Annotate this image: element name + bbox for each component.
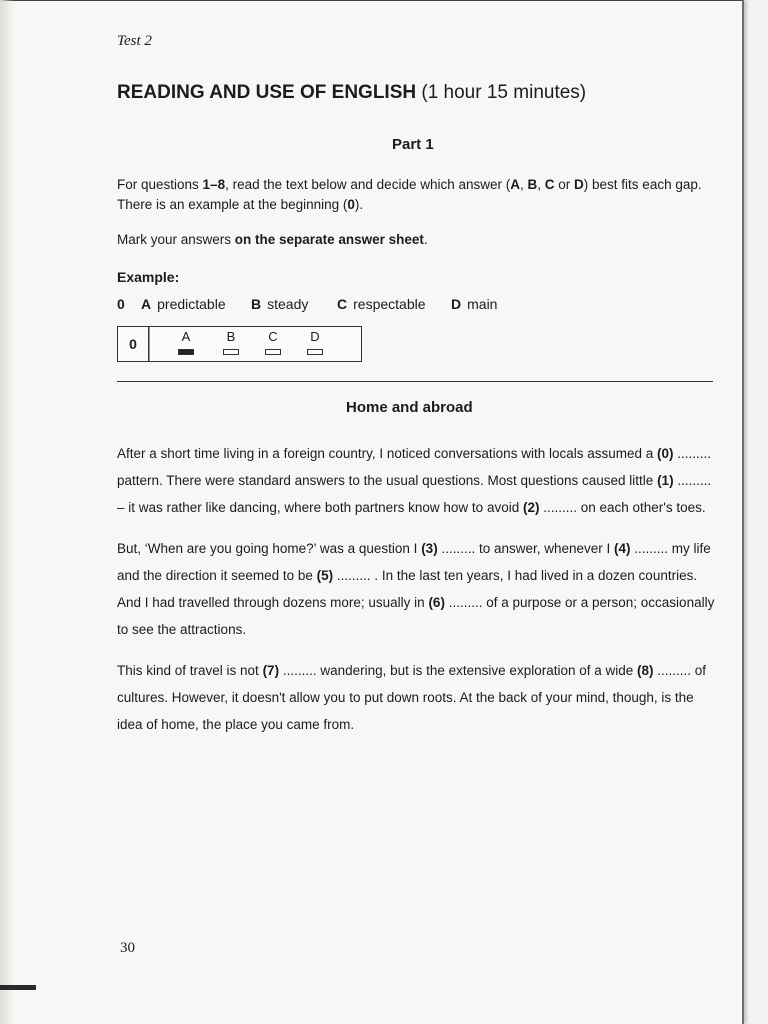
section-duration: (1 hour 15 minutes) [421, 82, 587, 103]
top-rule [0, 0, 742, 1]
corner-mark [0, 985, 36, 990]
example-question-number: 0 [117, 296, 125, 312]
gap-3: (3) [421, 541, 438, 556]
section-title [117, 82, 586, 104]
example-option-b: B steady [251, 296, 309, 312]
example-option-a: A predictable [141, 296, 226, 312]
answer-mark-b [223, 349, 239, 355]
example-answer-box [117, 326, 362, 362]
text-paragraph-2: But, ‘When are you going home?’ was a question I (3) ......... to answer, whenever I (4) ......... my life and the direction it seemed to be (5) ......... . In the last ten years, I had lived in a dozen countries. And I had travelled through dozens more; usually in (6) ......... of a purpose or a person; occasionally to see the attractions. [117, 541, 715, 637]
section-name: READING AND USE OF ENGLISH [117, 82, 417, 103]
page-number: 30 [120, 940, 135, 956]
section-divider [117, 381, 713, 382]
answer-cell-d: D [305, 330, 325, 355]
answer-mark-d [307, 349, 323, 355]
text-paragraph-3: This kind of travel is not (7) ......... wandering, but is the extensive exploration of a wide (8) ......... of cultures. However, it doesn't allow you to put down roots. At the back of your mind, though, is the idea of home, the place you came from. [117, 663, 707, 732]
gap-2: (2) [522, 500, 540, 515]
part-title: Part 1 [392, 136, 434, 153]
gap-7: (7) [262, 663, 280, 678]
gap-1: (1) [657, 473, 674, 488]
example-label: Example: [117, 269, 180, 285]
instructions-questions: For questions 1–8, read the text below and decide which answer (A, B, C or D) best fits each gap. There is an example at the beginning (0). [117, 177, 702, 212]
instructions-mark-answers: Mark your answers on the separate answer sheet. [117, 232, 428, 247]
running-head: Test 2 [117, 33, 152, 49]
example-option-c: C respectable [337, 296, 426, 312]
answer-cell-a: A [176, 330, 196, 355]
gap-8: (8) [637, 663, 654, 678]
answer-cell-c: C [263, 330, 283, 355]
answer-box-options [149, 327, 362, 361]
answer-box-question-number: 0 [118, 327, 149, 361]
gap-0: (0) [657, 446, 674, 461]
answer-mark-a [178, 349, 194, 355]
answer-cell-b: B [221, 330, 241, 355]
gap-6: (6) [428, 595, 445, 610]
gap-5: (5) [316, 568, 334, 583]
example-option-d: D main [451, 296, 498, 312]
answer-mark-c [265, 349, 281, 355]
text-title: Home and abroad [346, 399, 473, 416]
page-binding-shadow [0, 0, 14, 1024]
gap-4: (4) [614, 541, 631, 556]
text-paragraph-1: After a short time living in a foreign country, I noticed conversations with locals assumed a (0) ......... pattern. There were standard answers to the usual questions. Most questions caused little (1) ......... – it was rather like dancing, where both partners know how to avoid (2) ......... on each other's toes. [117, 446, 712, 515]
